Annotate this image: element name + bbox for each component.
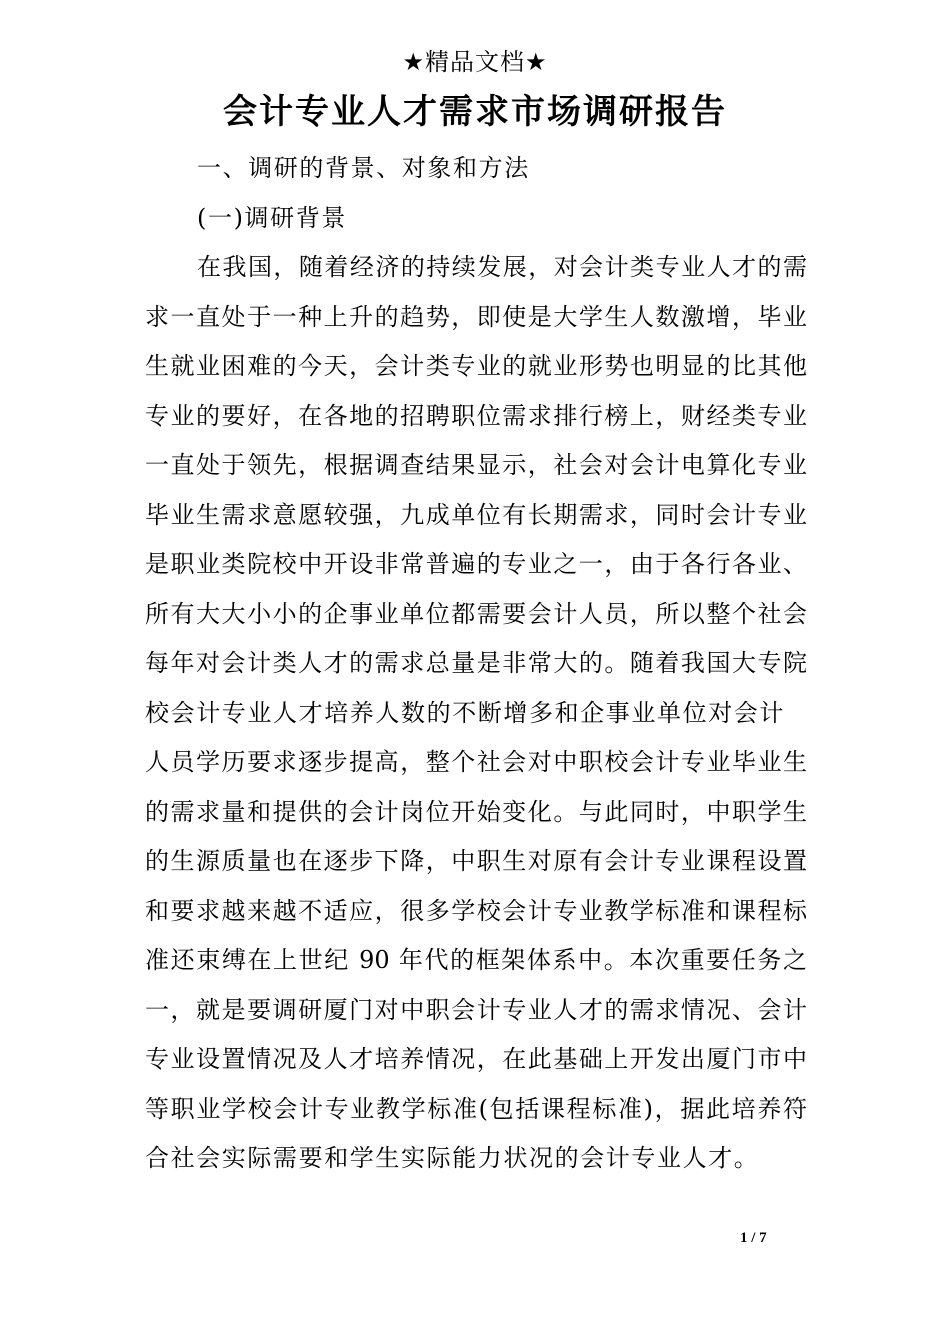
paragraph-line: 是职业类院校中开设非常普遍的专业之一，由于各行各业、: [145, 550, 807, 578]
paragraph-line: 专业设置情况及人才培养情况，在此基础上开发出厦门市中: [145, 1045, 807, 1073]
page-number: 1 / 7: [740, 1230, 767, 1246]
paragraph-line: 等职业学校会计专业教学标准(包括课程标准)，据此培养符: [145, 1094, 807, 1123]
document-body: [145, 144, 807, 1184]
paragraph-line: 准还束缚在上世纪 90 年代的框架体系中。本次重要任务之: [145, 946, 807, 974]
paragraph-line: 求一直处于一种上升的趋势，即使是大学生人数激增，毕业: [145, 302, 807, 331]
paragraph-line: 合社会实际需要和学生实际能力状况的会计专业人才。: [145, 1144, 760, 1172]
paragraph-line: 毕业生需求意愿较强，九成单位有长期需求，同时会计专业: [145, 500, 807, 529]
paragraph-line: 在我国，随着经济的持续发展，对会计类专业人才的需: [197, 253, 807, 281]
page-header-label: ★精品文档★: [402, 48, 548, 76]
paragraph-line: 所有大大小小的企事业单位都需要会计人员，所以整个社会: [145, 599, 807, 628]
body-paragraph: [145, 243, 807, 1184]
section-heading: 一、调研的背景、对象和方法: [197, 154, 530, 182]
paragraph-line: 一，就是要调研厦门对中职会计专业人才的需求情况、会计: [145, 995, 807, 1024]
paragraph-line: 的生源质量也在逐步下降，中职生对原有会计专业课程设置: [145, 847, 807, 875]
paragraph-line: 每年对会计类人才的需求总量是非常大的。随着我国大专院: [145, 649, 807, 677]
subsection-heading: (一)调研背景: [197, 203, 347, 232]
paragraph-line: 生就业困难的今天，会计类专业的就业形势也明显的比其他: [145, 352, 807, 380]
paragraph-line: 专业的要好，在各地的招聘职位需求排行榜上，财经类专业: [145, 401, 807, 430]
paragraph-line: 一直处于领先，根据调查结果显示，社会对会计电算化专业: [145, 451, 807, 479]
paragraph-line: 的需求量和提供的会计岗位开始变化。与此同时，中职学生: [145, 797, 807, 826]
document-title: 会计专业人才需求市场调研报告: [223, 92, 727, 132]
paragraph-line: 人员学历要求逐步提高，整个社会对中职校会计专业毕业生: [145, 748, 807, 776]
paragraph-line: 和要求越来越不适应，很多学校会计专业教学标准和课程标: [145, 896, 807, 925]
paragraph-line: 校会计专业人才培养人数的不断增多和企事业单位对会计: [145, 698, 785, 727]
